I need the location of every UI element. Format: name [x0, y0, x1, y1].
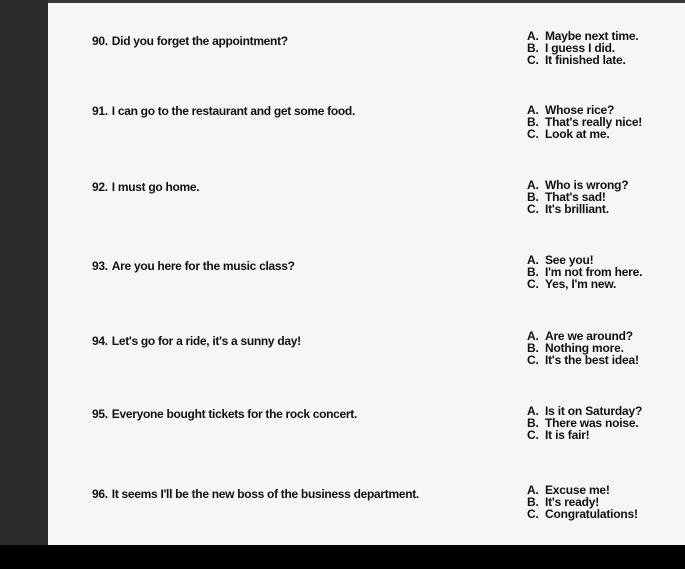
option-text: I'm not from here.: [545, 265, 643, 279]
option-text: Yes, I'm new.: [545, 277, 617, 291]
question-91: [92, 104, 355, 118]
options-91: [527, 104, 642, 140]
question-number: 93.: [92, 259, 108, 273]
option-c: [527, 278, 642, 290]
option-letter: C.: [527, 507, 539, 521]
option-letter: C.: [527, 202, 539, 216]
option-letter: C.: [527, 353, 539, 367]
options-93: [527, 254, 642, 290]
option-c: [527, 128, 642, 140]
options-92: [527, 179, 628, 215]
question-number: 96.: [92, 487, 108, 501]
bottom-black-bar: [0, 545, 685, 569]
question-96: [92, 487, 419, 501]
option-text: Who is wrong?: [545, 178, 629, 192]
option-letter: C.: [527, 127, 539, 141]
question-number: 95.: [92, 407, 108, 421]
option-c: [527, 54, 639, 66]
question-text: I must go home.: [111, 180, 200, 194]
option-c: [527, 354, 639, 366]
option-letter: B.: [527, 416, 539, 430]
question-93: [92, 259, 295, 273]
option-text: That's sad!: [545, 190, 606, 204]
options-95: [527, 405, 642, 441]
option-text: That's really nice!: [545, 115, 643, 129]
option-text: It's brilliant.: [545, 202, 609, 216]
option-c: [527, 429, 642, 441]
option-text: Whose rice?: [545, 103, 615, 117]
option-text: It finished late.: [545, 53, 626, 67]
question-text: Did you forget the appointment?: [111, 34, 288, 48]
option-letter: B.: [527, 265, 539, 279]
option-text: Maybe next time.: [545, 29, 639, 43]
options-90: [527, 30, 639, 66]
question-text: Everyone bought tickets for the rock concert.: [111, 407, 358, 421]
option-text: Nothing more.: [545, 341, 624, 355]
question-94: [92, 334, 301, 348]
options-96: [527, 484, 638, 520]
option-text: See you!: [545, 253, 594, 267]
option-letter: C.: [527, 428, 539, 442]
question-text: Let's go for a ride, it's a sunny day!: [111, 334, 301, 348]
option-text: It's the best idea!: [545, 353, 639, 367]
option-letter: A.: [527, 329, 539, 343]
option-letter: B.: [527, 495, 539, 509]
option-letter: A.: [527, 483, 539, 497]
option-letter: A.: [527, 404, 539, 418]
option-text: Are we around?: [545, 329, 633, 343]
option-text: It's ready!: [545, 495, 600, 509]
options-94: [527, 330, 639, 366]
option-letter: A.: [527, 29, 539, 43]
question-92: [92, 180, 199, 194]
option-letter: C.: [527, 53, 539, 67]
option-letter: A.: [527, 178, 539, 192]
option-text: There was noise.: [545, 416, 639, 430]
option-letter: B.: [527, 115, 539, 129]
option-text: Is it on Saturday?: [545, 404, 643, 418]
question-text: It seems I'll be the new boss of the business department.: [111, 487, 419, 501]
option-letter: A.: [527, 103, 539, 117]
option-letter: A.: [527, 253, 539, 267]
option-text: Excuse me!: [545, 483, 610, 497]
option-text: Congratulations!: [545, 507, 638, 521]
option-letter: C.: [527, 277, 539, 291]
option-text: I guess I did.: [545, 41, 615, 55]
question-90: [92, 34, 288, 48]
question-number: 94.: [92, 334, 108, 348]
option-text: Look at me.: [545, 127, 610, 141]
question-95: [92, 407, 357, 421]
option-letter: B.: [527, 341, 539, 355]
question-number: 92.: [92, 180, 108, 194]
question-text: I can go to the restaurant and get some food.: [111, 104, 355, 118]
question-text: Are you here for the music class?: [111, 259, 295, 273]
option-c: [527, 508, 638, 520]
option-letter: B.: [527, 41, 539, 55]
question-number: 90.: [92, 34, 108, 48]
option-text: It is fair!: [545, 428, 590, 442]
option-letter: B.: [527, 190, 539, 204]
question-number: 91.: [92, 104, 108, 118]
option-c: [527, 203, 628, 215]
